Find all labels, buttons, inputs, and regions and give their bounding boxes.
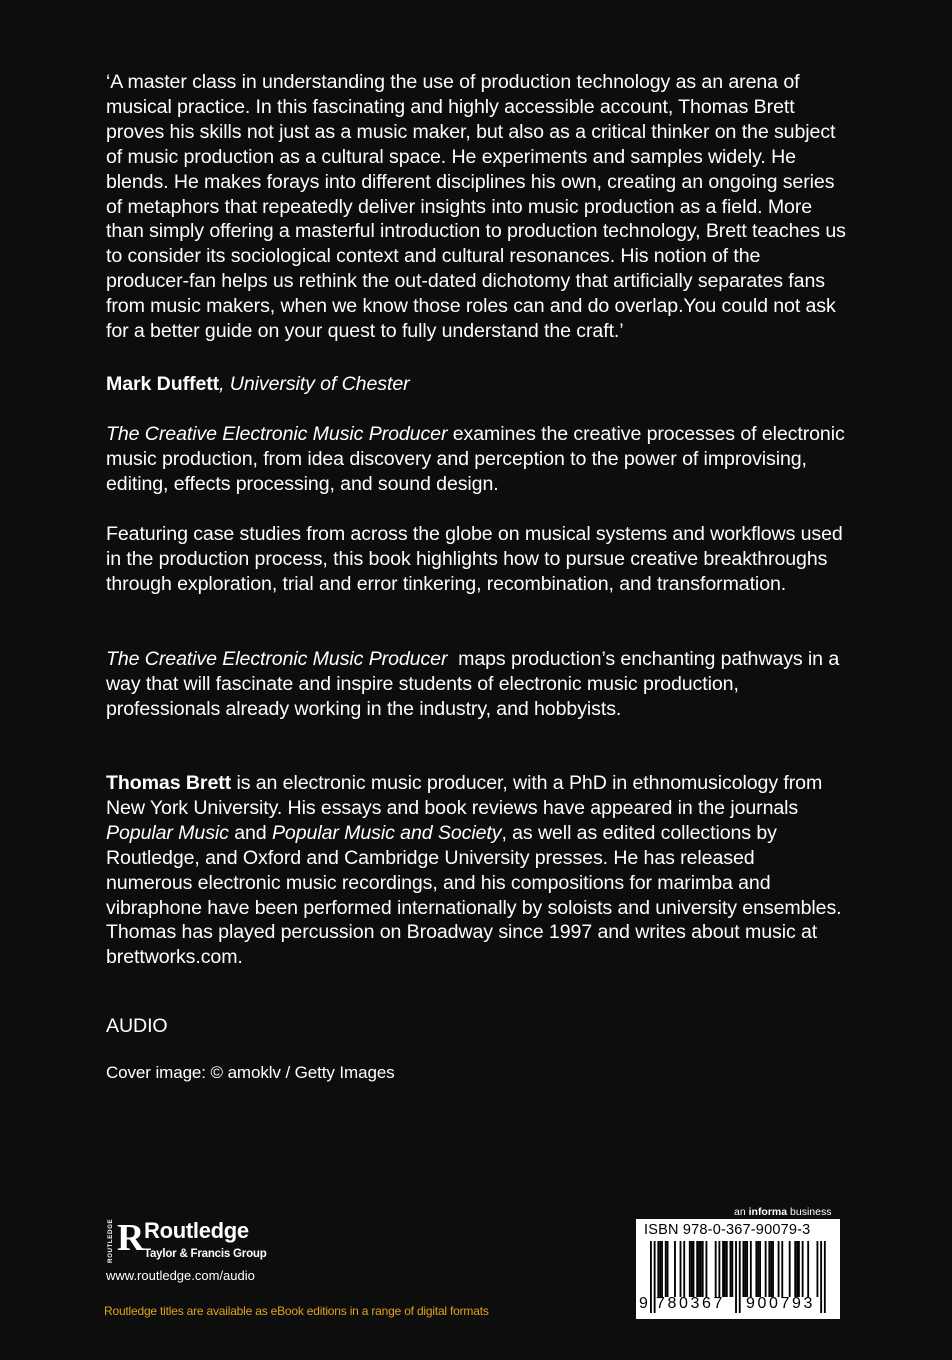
barcode-bar xyxy=(743,1241,745,1297)
bio-name: Thomas Brett xyxy=(106,772,232,794)
endorsement-quote xyxy=(106,70,846,344)
ebook-note: Routledge titles are available as eBook editions in a range of digital formats xyxy=(104,1304,489,1318)
subject-category: AUDIO xyxy=(106,1015,168,1037)
barcode-bar xyxy=(674,1241,676,1297)
barcode-bar xyxy=(706,1241,708,1297)
barcode-bar xyxy=(722,1241,724,1297)
barcode-bar xyxy=(689,1241,691,1297)
barcode-digit-first: 9 xyxy=(639,1295,648,1312)
barcode-bar xyxy=(661,1241,663,1297)
barcode-bar xyxy=(698,1241,700,1297)
barcode-bar xyxy=(778,1241,780,1297)
quote-text: ‘A master class in understanding the use of production technology as an arena of musical practice. In this fascinating and highly accessible account, Thomas Brett proves his skills not just as a music maker, but also as a critical thinker on the subject of music production as a cultural space. He experiments and samples widely. He blends. He makes forays into different disciplines his own, creating an ongoing series of metaphors that repeatedly deliver insights into music production as a field. More than simply offering a masterful introduction to production technology, Brett teaches us to consider its sociological context and cultural resonances. His notion of the producer-fan helps us rethink the out-dated dichotomy that artificially separates fans from music makers, when we know those roles can and do overlap.You could not ask for a better guide on your quest to fully understand the craft.’ xyxy=(106,71,846,343)
barcode-digits-left: 780367 xyxy=(656,1295,725,1312)
barcode xyxy=(636,1219,840,1319)
barcode-bar xyxy=(659,1241,661,1297)
quote-attribution xyxy=(106,372,846,397)
barcode-bar xyxy=(746,1241,748,1297)
barcode-bar xyxy=(757,1241,759,1297)
informa-business: an informa business xyxy=(734,1206,832,1218)
description-1-text: examines the creative processes of electronic music production, from idea discovery and perception to the power of improvising, editing, effects processing, and sound design. xyxy=(106,423,845,495)
bio-journal-2: Popular Music and Society xyxy=(271,821,502,844)
barcode-bar xyxy=(798,1241,800,1297)
barcode-digits-right: 900793 xyxy=(746,1295,815,1312)
barcode-bar xyxy=(796,1241,798,1297)
barcode-bar xyxy=(726,1241,728,1297)
barcode-bar xyxy=(750,1241,752,1297)
barcode-bar xyxy=(768,1241,770,1297)
barcode-bar xyxy=(755,1241,757,1297)
barcode-bar xyxy=(744,1241,746,1297)
barcode-bar xyxy=(700,1241,702,1297)
barcode-bar xyxy=(772,1241,774,1297)
barcode-bar xyxy=(715,1241,717,1297)
quote-author: Mark Duffett xyxy=(106,373,220,395)
barcode-bar xyxy=(730,1241,732,1297)
bio-journal-1: Popular Music xyxy=(106,821,229,844)
barcode-digits xyxy=(636,1295,840,1319)
routledge-logo-icon xyxy=(104,1216,145,1264)
barcode-bar xyxy=(731,1241,733,1297)
barcode-bar xyxy=(802,1241,804,1297)
cover-credit: Cover image: © amoklv / Getty Images xyxy=(106,1063,395,1082)
barcode-bar xyxy=(794,1241,796,1297)
description-paragraph-3 xyxy=(106,647,846,722)
barcode-bar xyxy=(667,1241,669,1297)
routledge-logo xyxy=(104,1216,364,1266)
description-paragraph-2 xyxy=(106,522,846,597)
barcode-bar xyxy=(765,1241,767,1297)
book-title-1: The Creative Electronic Music Producer xyxy=(106,423,448,445)
bio-and: and xyxy=(228,821,272,844)
barcode-bar xyxy=(724,1241,726,1297)
description-paragraph-1 xyxy=(106,422,846,497)
description-2-text: Featuring case studies from across the globe on musical systems and workflows used in the production process, this book highlights how to pursue creative breakthroughs through exploration, trial and error tinkering, recombination, and transformation. xyxy=(106,523,843,595)
publisher-url: www.routledge.com/audio xyxy=(106,1268,255,1283)
logo-letter: R xyxy=(117,1217,145,1259)
logo-vertical-text: ROUTLEDGE xyxy=(107,1218,114,1263)
quote-affiliation: , University of Chester xyxy=(219,373,410,395)
barcode-bar xyxy=(657,1241,659,1297)
barcode-bar xyxy=(817,1241,819,1297)
author-bio xyxy=(106,771,846,970)
publisher-group: Taylor & Francis Group xyxy=(144,1248,267,1260)
barcode-bar xyxy=(696,1241,698,1297)
barcode-bar xyxy=(770,1241,772,1297)
book-title-2: The Creative Electronic Music Producer xyxy=(106,648,448,670)
bio-text-1: is an electronic music producer, with a PhD in ethnomusicology from New York University. His essays and book reviews have appeared in the journals xyxy=(106,772,823,819)
publisher-name: Routledge xyxy=(144,1218,249,1243)
description-3-text: maps production’s enchanting pathways in a way that will fascinate and inspire students of electronic music production, professionals already working in the industry, and hobbyists. xyxy=(106,648,845,720)
barcode-bar xyxy=(680,1241,682,1297)
barcode-bar xyxy=(718,1241,720,1297)
barcode-bar xyxy=(691,1241,693,1297)
barcode-bar xyxy=(702,1241,704,1297)
barcode-bar xyxy=(789,1241,791,1297)
barcode-bar xyxy=(665,1241,667,1297)
barcode-bar xyxy=(693,1241,695,1297)
barcode-bar xyxy=(781,1241,783,1297)
barcode-bar xyxy=(683,1241,685,1297)
barcode-bar xyxy=(759,1241,761,1297)
barcode-bar xyxy=(807,1241,809,1297)
bio-text-2: , as well as edited collections by Routledge, and Oxford and Cambridge University presses. He has released numerous electronic music recordings, and his compositions for marimba and vibraphone have been performed internationally by soloists and university ensembles. Thomas has played percussion on Broadway since 1997 and writes about music at brettworks.com. xyxy=(106,821,842,969)
isbn-label: ISBN 978-0-367-90079-3 xyxy=(644,1222,811,1238)
